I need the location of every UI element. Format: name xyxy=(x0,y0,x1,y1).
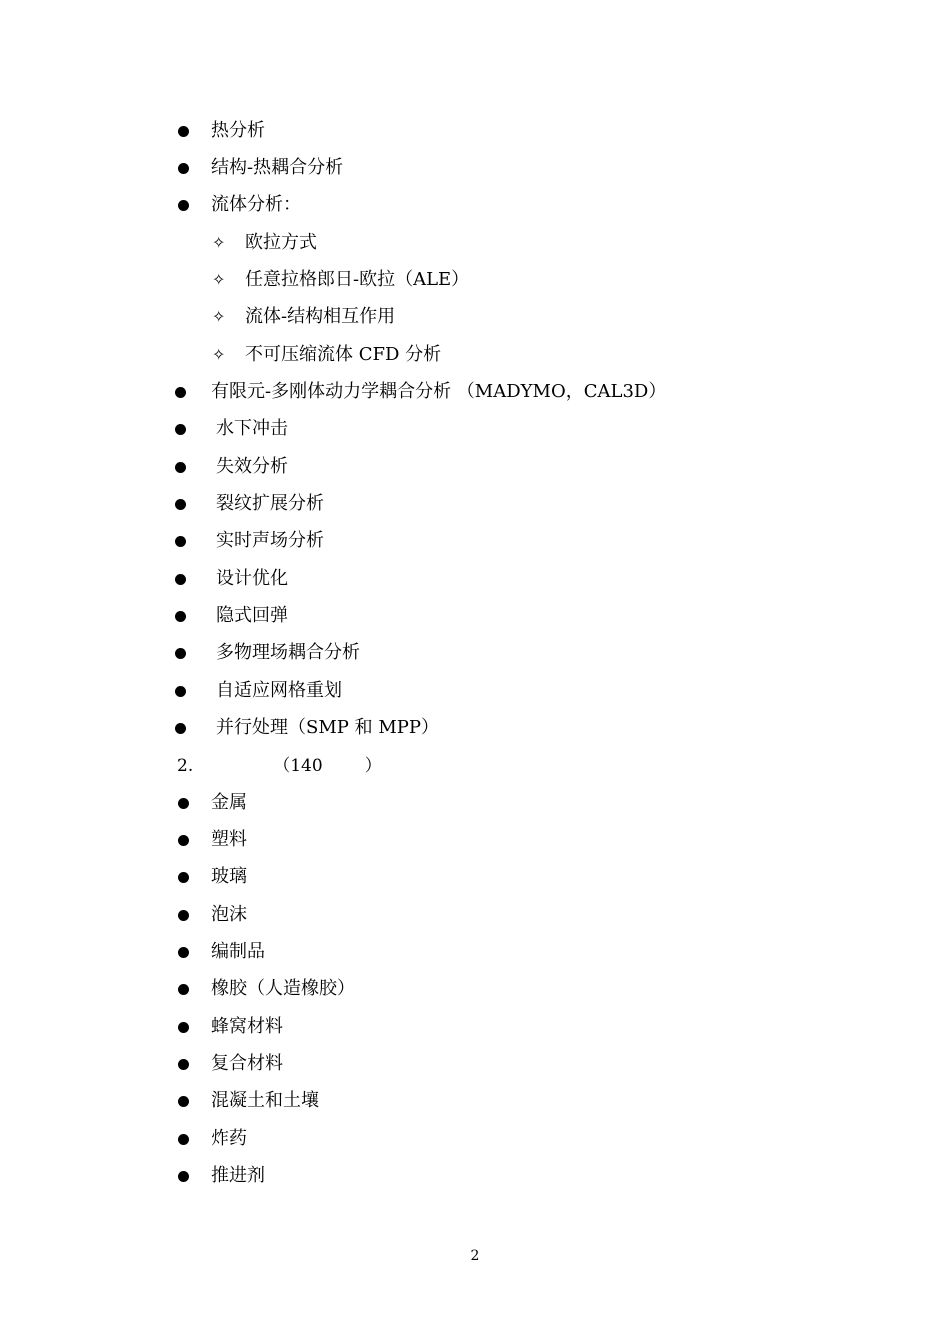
bullet-icon xyxy=(178,126,189,137)
diamond-star-icon: ✧ xyxy=(212,307,226,326)
list-item-text: 裂纹扩展分析 xyxy=(216,493,324,514)
bullet-icon xyxy=(175,686,186,697)
bullet-icon xyxy=(175,499,186,510)
section-note: （140 xyxy=(273,756,323,776)
page-number: 2 xyxy=(470,1248,480,1264)
list-item-text: 推进剂 xyxy=(211,1165,265,1186)
bullet-icon xyxy=(178,1171,189,1182)
sub-list-item-text: 欧拉方式 xyxy=(245,232,317,253)
list-item-text: 编制品 xyxy=(211,941,265,962)
diamond-star-icon: ✧ xyxy=(212,233,226,252)
bullet-icon xyxy=(175,574,186,585)
bullet-icon xyxy=(178,1134,189,1145)
bullet-icon xyxy=(178,163,189,174)
bullet-icon xyxy=(175,424,186,435)
bullet-icon xyxy=(178,1096,189,1107)
list-item-text: 实时声场分析 xyxy=(216,530,324,551)
list-item-text: 并行处理（SMP 和 MPP） xyxy=(216,717,439,738)
bullet-icon xyxy=(178,1022,189,1033)
list-item-text: 混凝土和土壤 xyxy=(211,1090,319,1111)
list-item-text: 结构-热耦合分析 xyxy=(211,157,344,178)
list-item-text: 橡胶（人造橡胶） xyxy=(211,978,355,999)
bullet-icon xyxy=(175,648,186,659)
bullet-icon xyxy=(178,872,189,883)
bullet-icon xyxy=(175,462,186,473)
list-item-text: 玻璃 xyxy=(211,866,247,887)
section-number: 2. xyxy=(177,756,194,776)
list-item-text: 设计优化 xyxy=(216,568,288,589)
list-item-text: 炸药 xyxy=(211,1128,247,1149)
bullet-icon xyxy=(178,1059,189,1070)
bullet-icon xyxy=(178,200,189,211)
list-item-text: 失效分析 xyxy=(216,456,288,477)
bullet-icon xyxy=(175,611,186,622)
list-item-text: 隐式回弹 xyxy=(216,605,288,626)
sub-list-item-text: 不可压缩流体 CFD 分析 xyxy=(245,344,442,365)
bullet-icon xyxy=(178,910,189,921)
list-item-text: 流体分析： xyxy=(211,194,301,215)
bullet-icon xyxy=(175,387,186,398)
list-item-text: 泡沫 xyxy=(211,904,247,925)
list-item-text: 有限元-多刚体动力学耦合分析 （MADYMO，CAL3D） xyxy=(211,381,667,402)
list-item-text: 金属 xyxy=(211,792,247,813)
bullet-icon xyxy=(178,947,189,958)
bullet-icon xyxy=(178,835,189,846)
bullet-icon xyxy=(178,798,189,809)
list-item-text: 自适应网格重划 xyxy=(216,680,342,701)
list-item-text: 复合材料 xyxy=(211,1053,283,1074)
section-heading xyxy=(177,752,382,780)
list-item-text: 多物理场耦合分析 xyxy=(216,642,360,663)
bullet-icon xyxy=(178,984,189,995)
list-item-text: 蜂窝材料 xyxy=(211,1016,283,1037)
diamond-star-icon: ✧ xyxy=(212,345,226,364)
section-note-close: ） xyxy=(364,756,382,776)
list-item-text: 热分析 xyxy=(211,120,265,141)
sub-list-item-text: 流体-结构相互作用 xyxy=(245,306,396,327)
list-item-text: 水下冲击 xyxy=(216,418,288,439)
diamond-star-icon: ✧ xyxy=(212,270,226,289)
sub-list-item-text: 任意拉格郎日-欧拉（ALE） xyxy=(245,269,470,290)
bullet-icon xyxy=(175,723,186,734)
list-item-text: 塑料 xyxy=(211,829,247,850)
bullet-icon xyxy=(175,536,186,547)
